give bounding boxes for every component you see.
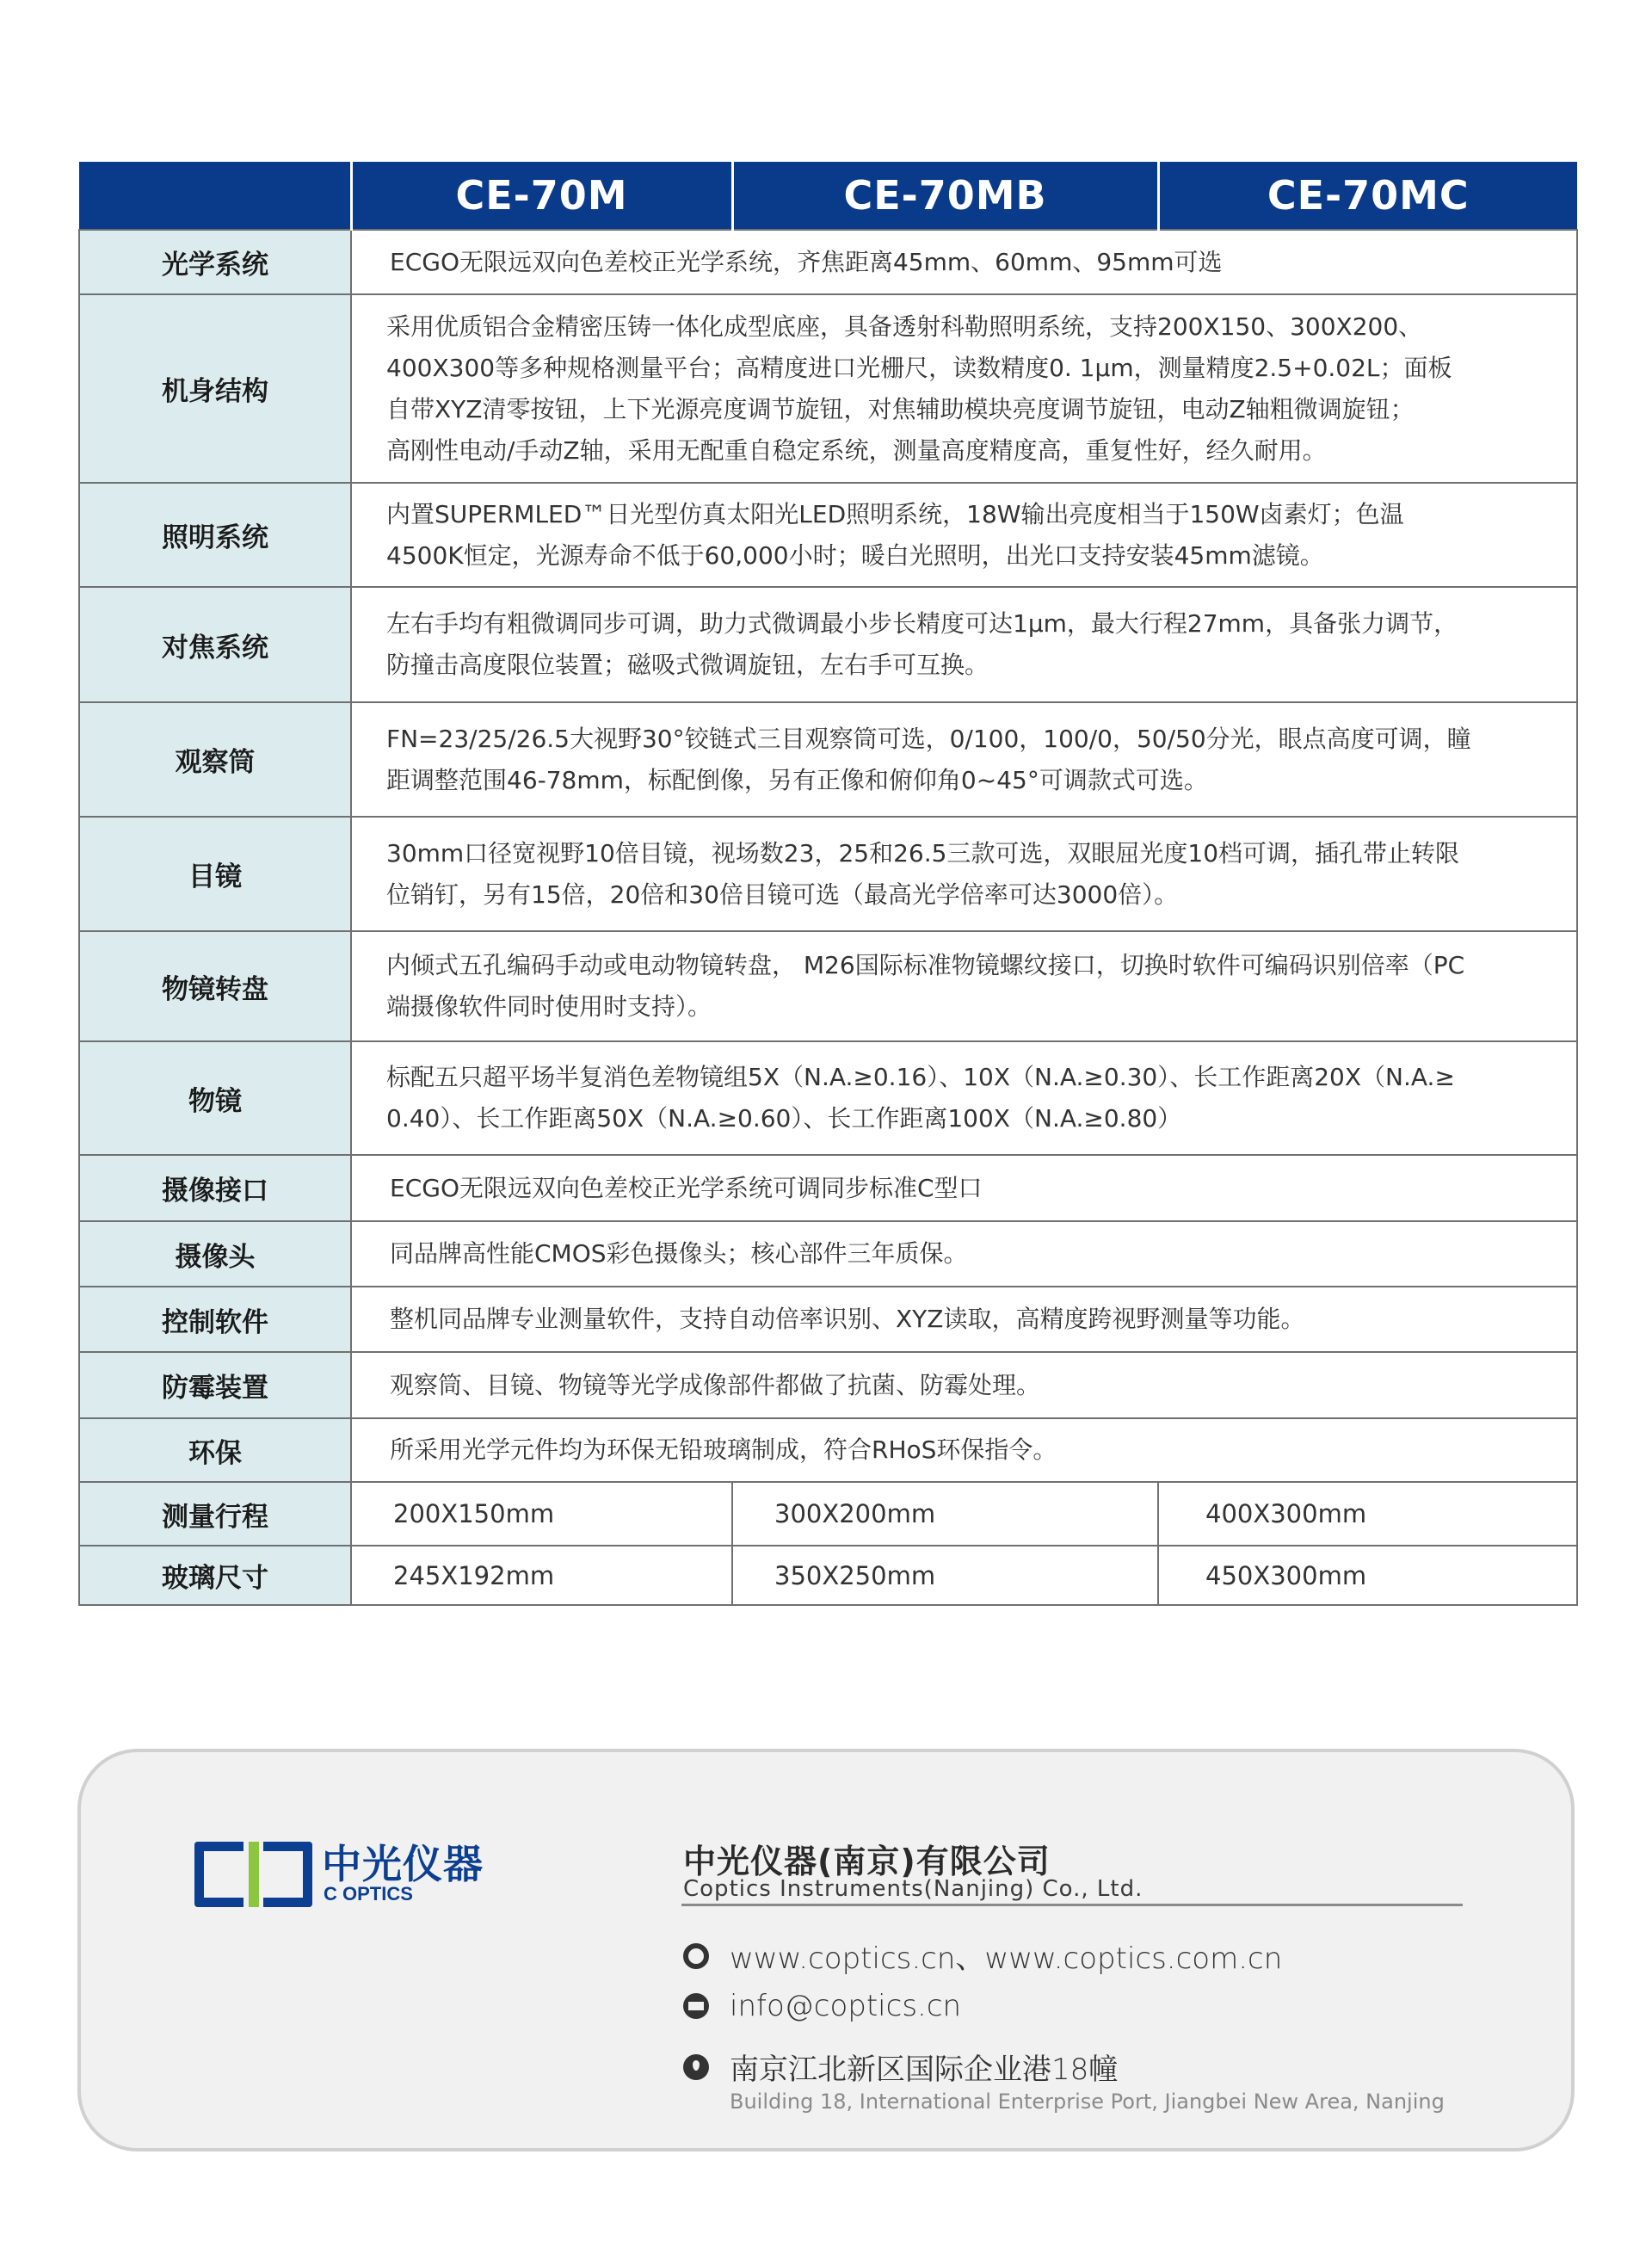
value-line: 左右手均有粗微调同步可调，助力式微调最小步长精度可达1μm，最大行程27mm，具备张力调节， xyxy=(386,609,1458,638)
row-label: 物镜转盘 xyxy=(79,931,351,1041)
row-label: 物镜 xyxy=(79,1041,351,1155)
address-line xyxy=(683,2046,1118,2088)
table-row xyxy=(79,1287,1577,1352)
value-ce-70mc: 450X300mm xyxy=(1158,1546,1577,1605)
table-row xyxy=(79,1155,1577,1221)
logo-green-bar xyxy=(249,1842,259,1907)
header-model-ce-70mc: CE-70MC xyxy=(1158,162,1577,230)
value-ce-70mb: 350X250mm xyxy=(732,1546,1158,1605)
value-line: 同品牌高性能CMOS彩色摄像头；核心部件三年质保。 xyxy=(390,1239,968,1268)
divider xyxy=(681,1904,1463,1906)
table-row xyxy=(79,817,1577,931)
logo-text-en: C OPTICS xyxy=(324,1883,413,1905)
row-label: 光学系统 xyxy=(79,230,351,294)
value-line: 距调整范围46-78mm，标配倒像，另有正像和俯仰角0~45°可调款式可选。 xyxy=(386,765,1208,794)
row-label: 机身结构 xyxy=(79,294,351,483)
globe-icon xyxy=(683,1943,709,1969)
table-row xyxy=(79,230,1577,294)
value-line: 自带XYZ清零按钮，上下光源亮度调节旋钮，对焦辅助模块亮度调节旋钮，电动Z轴粗微调旋钮； xyxy=(386,394,1415,423)
row-value xyxy=(351,587,1577,702)
row-value xyxy=(351,1418,1577,1482)
table-row xyxy=(79,1221,1577,1287)
brackets-logo-icon xyxy=(194,1842,243,1907)
row-label: 控制软件 xyxy=(79,1287,351,1352)
row-value xyxy=(351,1352,1577,1418)
company-footer-card xyxy=(77,1749,1575,2151)
value-line: 端摄像软件同时使用时支持）。 xyxy=(386,992,712,1021)
email-line xyxy=(683,1989,961,2023)
company-name-en: Coptics Instruments(Nanjing) Co., Ltd. xyxy=(683,1876,1143,1902)
value-line: 标配五只超平场半复消色差物镜组5X（N.A.≥0.16）、10X（N.A.≥0.30）、长工作距离20X（N.A.≥ xyxy=(386,1063,1455,1091)
value-ce-70m: 245X192mm xyxy=(351,1546,732,1605)
row-value xyxy=(351,817,1577,931)
value-ce-70mc: 400X300mm xyxy=(1158,1482,1577,1546)
row-label: 观察筒 xyxy=(79,702,351,817)
value-line: 采用优质铝合金精密压铸一体化成型底座，具备透射科勒照明系统，支持200X150、300X200、 xyxy=(386,312,1423,341)
table-row xyxy=(79,702,1577,817)
row-label: 照明系统 xyxy=(79,483,351,587)
value-line: 所采用光学元件均为环保无铅玻璃制成，符合RHoS环保指令。 xyxy=(390,1435,1057,1464)
row-value xyxy=(351,483,1577,587)
row-value xyxy=(351,931,1577,1041)
value-line: 30mm口径宽视野10倍目镜，视场数23，25和26.5三款可选，双眼屈光度10档可调，插孔带止转限 xyxy=(386,838,1460,867)
row-label: 玻璃尺寸 xyxy=(79,1546,351,1605)
website-link[interactable]: www.coptics.cn、www.coptics.com.cn xyxy=(730,1942,1283,1976)
value-line: 0.40）、长工作距离50X（N.A.≥0.60）、长工作距离100X（N.A.≥0.80） xyxy=(386,1104,1182,1133)
spec-table xyxy=(78,162,1578,1606)
header-model-ce-70m: CE-70M xyxy=(351,162,732,230)
value-line: 高刚性电动/手动Z轴，采用无配重自稳定系统，测量高度精度高，重复性好，经久耐用。 xyxy=(386,435,1327,465)
table-row-split xyxy=(79,1482,1577,1546)
value-line: ECGO无限远双向色差校正光学系统可调同步标准C型口 xyxy=(390,1173,983,1202)
table-row xyxy=(79,1352,1577,1418)
value-ce-70mb: 300X200mm xyxy=(732,1482,1158,1546)
address-cn: 南京江北新区国际企业港18幢 xyxy=(730,2053,1119,2087)
row-value xyxy=(351,1287,1577,1352)
logo-text-cn: 中光仪器 xyxy=(322,1841,484,1887)
location-pin-icon xyxy=(683,2054,709,2080)
row-label: 对焦系统 xyxy=(79,587,351,702)
row-value xyxy=(351,1221,1577,1287)
table-header-row xyxy=(79,162,1577,230)
value-line: 4500K恒定，光源寿命不低于60,000小时；暖白光照明，出光口支持安装45mm滤镜。 xyxy=(386,540,1324,570)
table-row xyxy=(79,483,1577,587)
logo-right-bracket xyxy=(263,1842,312,1907)
row-value xyxy=(351,230,1577,294)
row-label: 测量行程 xyxy=(79,1482,351,1546)
row-value xyxy=(351,702,1577,817)
table-row xyxy=(79,587,1577,702)
row-label: 目镜 xyxy=(79,817,351,931)
value-line: FN=23/25/26.5大视野30°铰链式三目观察筒可选，0/100，100/0，50/50分光，眼点高度可调，瞳 xyxy=(386,724,1471,753)
table-row-split xyxy=(79,1546,1577,1605)
value-line: 整机同品牌专业测量软件，支持自动倍率识别、XYZ读取，高精度跨视野测量等功能。 xyxy=(390,1305,1305,1333)
company-name-cn: 中光仪器(南京)有限公司 xyxy=(683,1843,1051,1880)
table-row xyxy=(79,294,1577,483)
mail-icon xyxy=(683,1993,709,2019)
website-line xyxy=(683,1935,1282,1977)
row-label: 环保 xyxy=(79,1418,351,1482)
row-label: 摄像接口 xyxy=(79,1155,351,1221)
value-line: 内倾式五孔编码手动或电动物镜转盘， M26国际标准物镜螺纹接口，切换时软件可编码识别倍率（PC xyxy=(386,951,1465,979)
header-model-ce-70mb: CE-70MB xyxy=(732,162,1158,230)
row-value xyxy=(351,294,1577,483)
value-line: 内置SUPERMLED™日光型仿真太阳光LED照明系统，18W输出亮度相当于150W卤素灯；色温 xyxy=(386,499,1404,528)
header-empty-cell xyxy=(79,162,351,230)
table-row xyxy=(79,931,1577,1041)
value-line: 观察筒、目镜、物镜等光学成像部件都做了抗菌、防霉处理。 xyxy=(390,1370,1041,1399)
table-row xyxy=(79,1418,1577,1482)
row-label: 摄像头 xyxy=(79,1221,351,1287)
row-value xyxy=(351,1155,1577,1221)
table-row xyxy=(79,1041,1577,1155)
company-logo xyxy=(194,1833,521,1911)
value-line: 位销钉，另有15倍，20倍和30倍目镜可选（最高光学倍率可达3000倍）。 xyxy=(386,880,1179,909)
row-label: 防霉装置 xyxy=(79,1352,351,1418)
email-link[interactable]: info@coptics.cn xyxy=(730,1989,962,2023)
address-en: Building 18, International Enterprise Port, Jiangbei New Area, Nanjing xyxy=(730,2090,1445,2114)
value-line: 防撞击高度限位装置；磁吸式微调旋钮，左右手可互换。 xyxy=(386,651,989,679)
value-ce-70m: 200X150mm xyxy=(351,1482,732,1546)
value-line: 400X300等多种规格测量平台；高精度进口光栅尺，读数精度0. 1μm，测量精度2.5+0.02L；面板 xyxy=(386,353,1452,382)
row-value xyxy=(351,1041,1577,1155)
value-line: ECGO无限远双向色差校正光学系统，齐焦距离45mm、60mm、95mm可选 xyxy=(390,247,1223,276)
